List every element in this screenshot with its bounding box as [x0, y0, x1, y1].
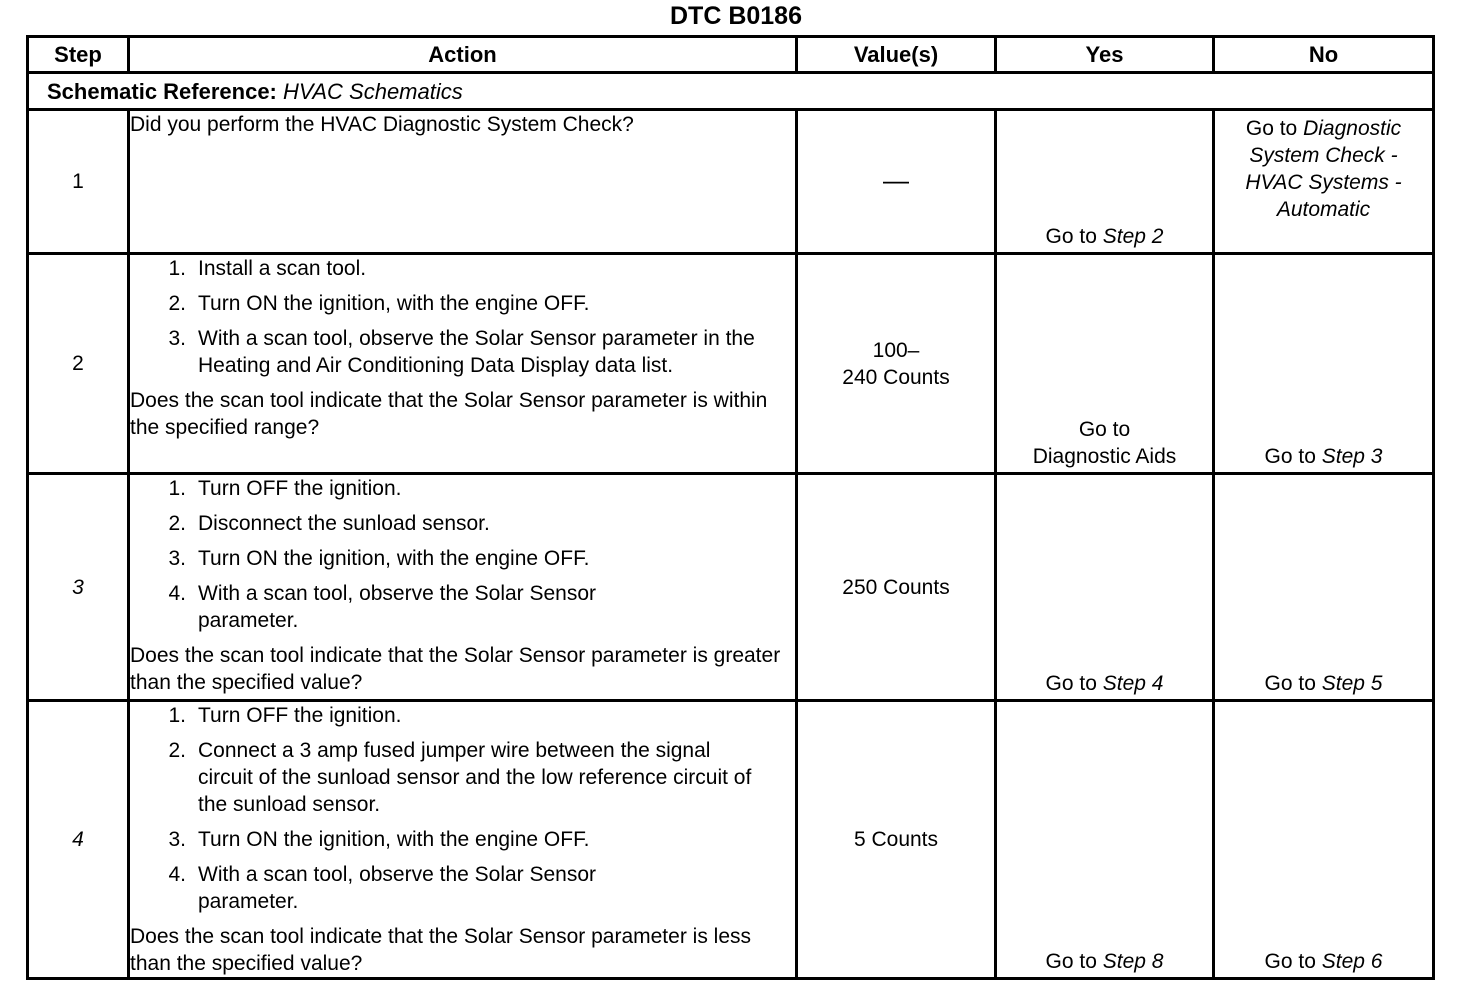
no-cell: Go to Step 6 — [1214, 701, 1434, 979]
step-number: 2 — [28, 254, 129, 474]
no-link[interactable]: Diagnostic System Check - HVAC Systems - Automatic — [1245, 117, 1402, 221]
yes-link[interactable]: Step 2 — [1102, 225, 1164, 248]
no-link[interactable]: Step 6 — [1321, 950, 1383, 973]
header-no: No — [1214, 37, 1434, 73]
table-row — [28, 254, 1434, 474]
list-item: 2. Turn ON the ignition, with the engine OFF. — [168, 292, 590, 315]
action-list — [130, 255, 795, 379]
schematic-row — [28, 73, 1434, 110]
no-cell: Go to Diagnostic System Check - HVAC Systems - Automatic — [1214, 110, 1434, 254]
list-item: 4. With a scan tool, observe the Solar Sensor parameter. — [168, 582, 597, 632]
action-question: Does the scan tool indicate that the Solar Sensor parameter is within the specified range? — [130, 389, 768, 439]
yes-cell: Go to Step 4 — [996, 474, 1214, 701]
table-row — [28, 474, 1434, 701]
table-row — [28, 701, 1434, 979]
action-question: Does the scan tool indicate that the Solar Sensor parameter is greater than the specified value? — [130, 644, 781, 694]
list-item: 2. Connect a 3 amp fused jumper wire between the signal circuit of the sunload sensor and the low reference circuit of the sunload sensor. — [168, 739, 752, 816]
schematic-reference — [28, 73, 1434, 110]
value-cell: 5 Counts — [797, 701, 996, 979]
list-item: 4. With a scan tool, observe the Solar Sensor parameter. — [168, 863, 597, 913]
list-item: 3. Turn ON the ignition, with the engine OFF. — [168, 828, 590, 851]
step-number: 3 — [28, 474, 129, 701]
header-values: Value(s) — [797, 37, 996, 73]
header-action: Action — [129, 37, 797, 73]
no-cell: Go to Step 3 — [1214, 254, 1434, 474]
yes-cell: Go to Step 2 — [996, 110, 1214, 254]
value-cell: 250 Counts — [797, 474, 996, 701]
action-question: Does the scan tool indicate that the Solar Sensor parameter is less than the specified value? — [130, 925, 751, 975]
action-cell — [129, 701, 797, 979]
header-yes: Yes — [996, 37, 1214, 73]
list-item: 1. Install a scan tool. — [168, 257, 367, 280]
schematic-label: Schematic Reference: — [47, 78, 277, 104]
diagnostic-table — [26, 35, 1435, 980]
step-number: 1 — [28, 110, 129, 254]
table-row — [28, 110, 1434, 254]
schematic-link[interactable]: HVAC Schematics — [283, 78, 463, 104]
no-link[interactable]: Step 3 — [1321, 445, 1383, 468]
action-cell — [129, 110, 797, 254]
action-question: Did you perform the HVAC Diagnostic System Check? — [130, 113, 634, 136]
list-item: 2. Disconnect the sunload sensor. — [168, 512, 490, 535]
header-row — [28, 37, 1434, 73]
list-item: 3. With a scan tool, observe the Solar Sensor parameter in the Heating and Air Conditioning Data Display data list. — [168, 327, 755, 377]
yes-link[interactable]: Step 4 — [1102, 672, 1164, 695]
page-title: DTC B0186 — [670, 2, 802, 30]
yes-link[interactable]: Diagnostic Aids — [1032, 445, 1177, 468]
step-number: 4 — [28, 701, 129, 979]
action-list — [130, 702, 795, 915]
header-step: Step — [28, 37, 129, 73]
yes-cell: Go to Step 8 — [996, 701, 1214, 979]
value-cell: 100– 240 Counts — [797, 254, 996, 474]
no-cell: Go to Step 5 — [1214, 474, 1434, 701]
yes-link[interactable]: Step 8 — [1102, 950, 1164, 973]
yes-cell: Go to Diagnostic Aids — [996, 254, 1214, 474]
list-item: 1. Turn OFF the ignition. — [168, 477, 402, 500]
list-item: 1. Turn OFF the ignition. — [168, 704, 402, 727]
no-link[interactable]: Step 5 — [1321, 672, 1383, 695]
action-cell — [129, 474, 797, 701]
list-item: 3. Turn ON the ignition, with the engine OFF. — [168, 547, 590, 570]
action-cell — [129, 254, 797, 474]
value-cell: — — [797, 110, 996, 254]
action-list — [130, 475, 795, 634]
